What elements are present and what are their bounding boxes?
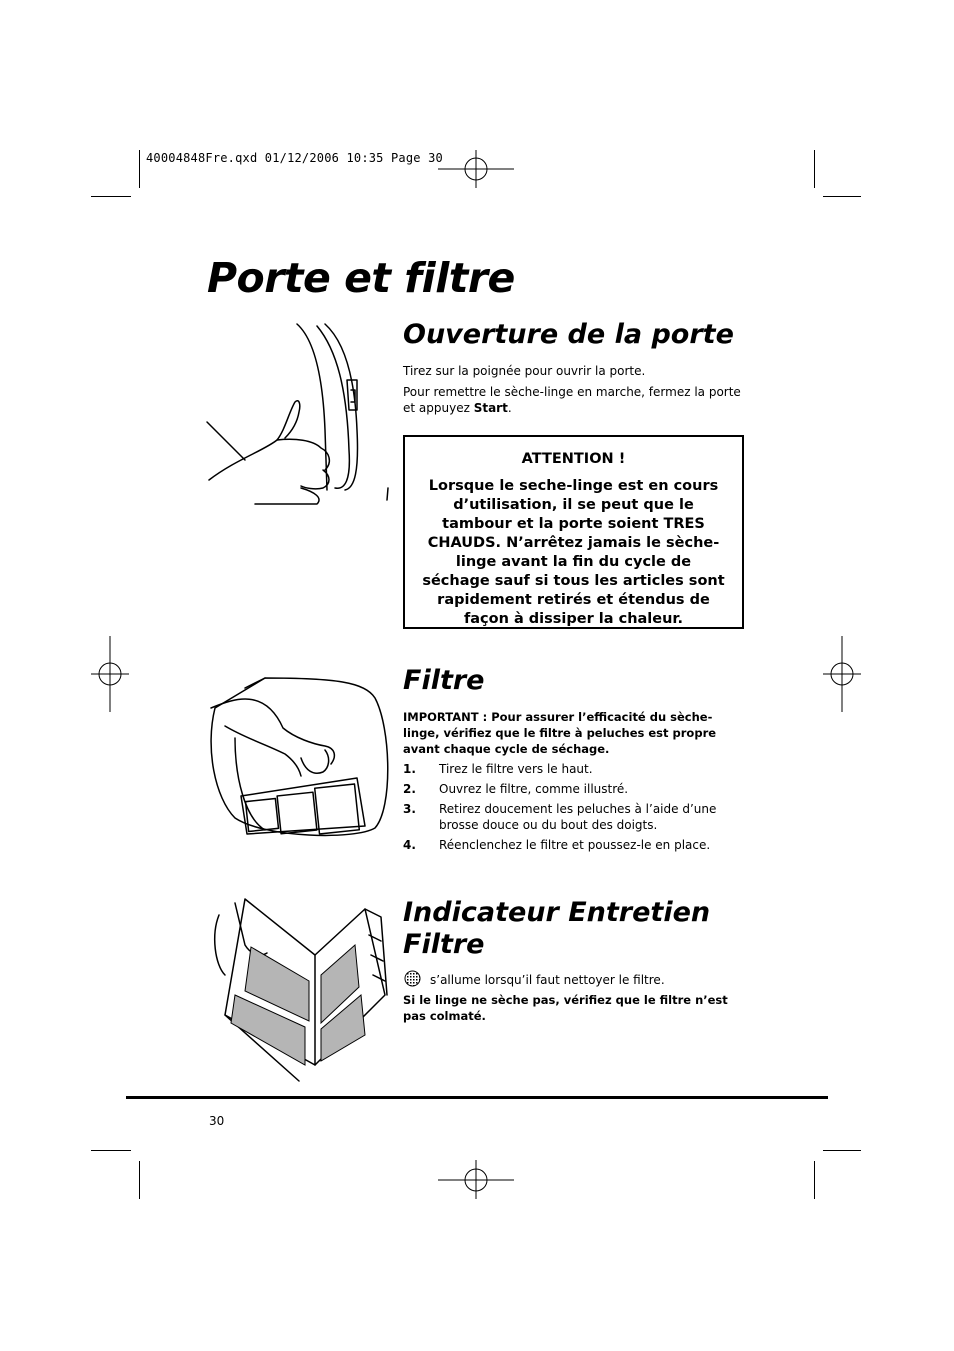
filter-step: 3. Retirez doucement les peluches à l’aide d’une brosse douce ou du bout des doigts. bbox=[403, 802, 717, 832]
indicator-heading: Indicateur Entretien Filtre bbox=[403, 897, 711, 960]
door-heading: Ouverture de la porte bbox=[403, 319, 734, 350]
filter-step: 2. Ouvrez le filtre, comme illustré. bbox=[403, 782, 629, 796]
filter-important: IMPORTANT : Pour assurer l’efficacité du sèche-linge, vérifiez que le filtre à peluches est propre avant chaque cycle de séchage. bbox=[403, 710, 717, 756]
door-para-2: Pour remettre le sèche-linge en marche, fermez la porte et appuyez Start. bbox=[403, 385, 741, 415]
filter-removal-illustration bbox=[205, 668, 395, 848]
page-number: 30 bbox=[209, 1114, 225, 1128]
filter-heading: Filtre bbox=[403, 665, 485, 696]
open-filter-illustration bbox=[205, 895, 395, 1085]
page-title: Porte et filtre bbox=[207, 254, 515, 302]
filter-indicator-icon bbox=[404, 970, 421, 987]
footer-rule bbox=[126, 1096, 828, 1099]
indicator-line-1: s’allume lorsqu’il faut nettoyer le filtre. bbox=[430, 973, 665, 987]
filter-step: 4. Réenclenchez le filtre et poussez-le en place. bbox=[403, 838, 711, 852]
filter-steps bbox=[403, 761, 748, 857]
filter-step: 1. Tirez le filtre vers le haut. bbox=[403, 762, 593, 776]
warning-title: ATTENTION ! bbox=[521, 451, 626, 467]
indicator-line-2: Si le linge ne sèche pas, vérifiez que le filtre n’est pas colmaté. bbox=[403, 993, 728, 1023]
print-slug: 40004848Fre.qxd 01/12/2006 10:35 Page 30 bbox=[146, 151, 443, 165]
door-para-1: Tirez sur la poignée pour ouvrir la porte. bbox=[403, 364, 646, 378]
door-opening-illustration bbox=[205, 320, 395, 510]
warning-box bbox=[403, 435, 744, 629]
warning-body: Lorsque le seche-linge est en cours d’utilisation, il se peut que le tambour et la porte soient TRES CHAUDS. N’arrêtez jamais le sèche-linge avant la fin du cycle de séchage sauf si tous les articles sont rapidement retirés et étendus de façon à dissiper la chaleur. bbox=[422, 478, 725, 627]
